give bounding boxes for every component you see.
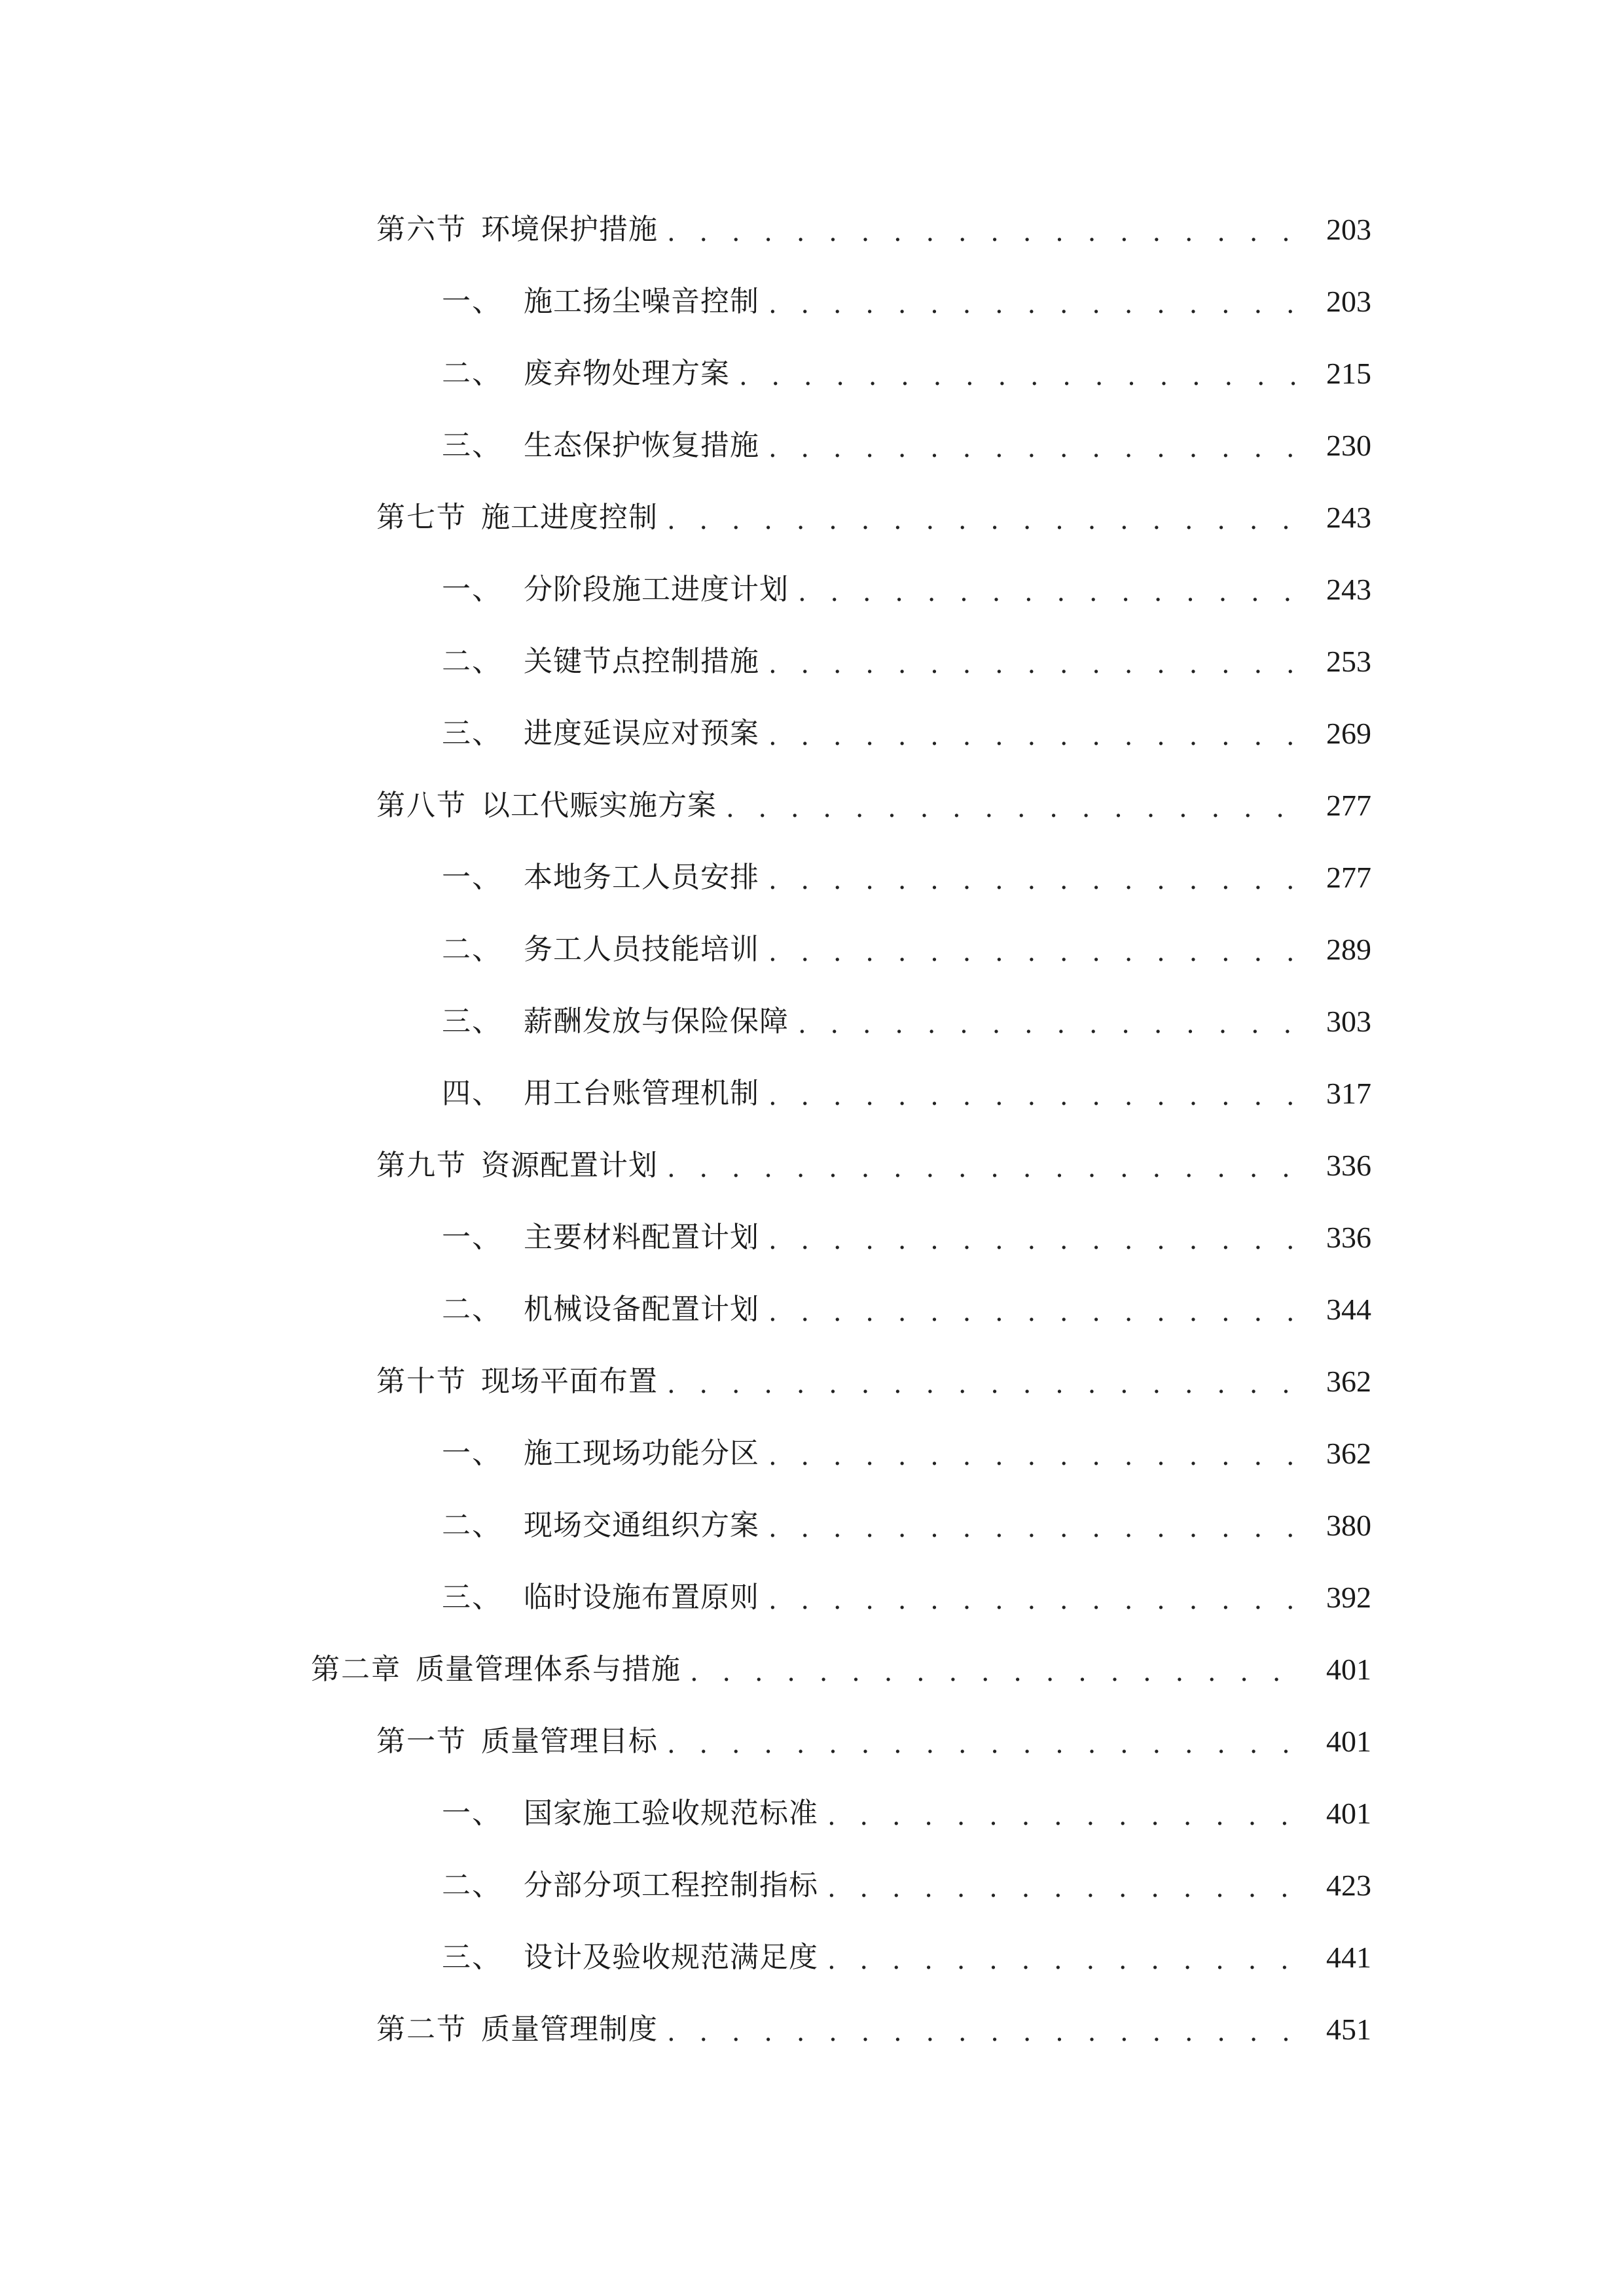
toc-entry-item[interactable] <box>0 1274 1624 1346</box>
dot-leader <box>667 1371 1301 1397</box>
toc-entry-item[interactable] <box>0 1562 1624 1634</box>
dot-leader <box>690 1659 1301 1685</box>
toc-entry-page-number: 215 <box>1326 357 1371 390</box>
toc-entry-number: 三、 <box>442 717 502 750</box>
toc-entry-title: 用工台账管理机制 <box>524 1077 759 1110</box>
toc-entry-title: 现场交通组织方案 <box>524 1509 759 1542</box>
toc-entry-item[interactable] <box>0 986 1624 1058</box>
toc-entry-number: 第八节 <box>376 789 467 822</box>
toc-entry-page-number: 451 <box>1326 2013 1371 2046</box>
toc-entry-title: 临时设施布置原则 <box>524 1581 759 1614</box>
toc-entry-page-number: 203 <box>1326 285 1371 318</box>
dot-leader <box>768 651 1301 677</box>
toc-entry-page-number: 203 <box>1326 213 1371 246</box>
dot-leader <box>798 1011 1301 1037</box>
toc-entry-number: 三、 <box>442 429 502 462</box>
toc-entry-page-number: 277 <box>1326 861 1371 894</box>
toc-entry-title: 本地务工人员安排 <box>524 861 759 894</box>
dot-leader <box>827 1875 1301 1901</box>
dot-leader <box>768 1587 1301 1613</box>
toc-entry-item[interactable] <box>0 626 1624 698</box>
toc-entry-title: 进度延误应对预案 <box>524 717 759 750</box>
toc-entry-title: 以工代赈实施方案 <box>481 789 717 822</box>
toc-entry-title: 现场平面布置 <box>481 1365 658 1398</box>
dot-leader <box>798 579 1301 605</box>
toc-entry-title: 资源配置计划 <box>481 1149 658 1182</box>
toc-entry-item[interactable] <box>0 1490 1624 1562</box>
toc-entry-title: 施工进度控制 <box>481 501 658 534</box>
toc-entry-page-number: 269 <box>1326 717 1371 750</box>
toc-entry-page-number: 392 <box>1326 1581 1371 1614</box>
toc-entry-item[interactable] <box>0 266 1624 338</box>
toc-entry-page-number: 336 <box>1326 1221 1371 1254</box>
toc-entry-page-number: 277 <box>1326 789 1371 822</box>
toc-entry-page-number: 303 <box>1326 1005 1371 1038</box>
dot-leader <box>768 1515 1301 1541</box>
dot-leader <box>768 939 1301 965</box>
dot-leader <box>768 867 1301 893</box>
toc-entry-number: 二、 <box>442 933 502 966</box>
toc-entry-page-number: 423 <box>1326 1869 1371 1902</box>
toc-entry-item[interactable] <box>0 410 1624 482</box>
dot-leader <box>827 1803 1301 1829</box>
toc-entry-number: 第二章 <box>311 1653 401 1686</box>
toc-entry-number: 第一节 <box>376 1725 467 1758</box>
dot-leader <box>667 2019 1301 2045</box>
toc-entry-page-number: 230 <box>1326 429 1371 462</box>
toc-entry-section[interactable] <box>0 1706 1624 1778</box>
toc-entry-number: 二、 <box>442 357 502 390</box>
toc-entry-title: 分部分项工程控制指标 <box>524 1869 818 1902</box>
dot-leader <box>768 723 1301 749</box>
toc-entry-number: 一、 <box>442 285 502 318</box>
toc-entry-title: 主要材料配置计划 <box>524 1221 759 1254</box>
toc-entry-title: 关键节点控制措施 <box>524 645 759 678</box>
dot-leader <box>768 435 1301 461</box>
dot-leader <box>768 1083 1301 1109</box>
toc-entry-number: 三、 <box>442 1581 502 1614</box>
toc-entry-page-number: 336 <box>1326 1149 1371 1182</box>
toc-entry-number: 第七节 <box>376 501 467 534</box>
toc-entry-number: 二、 <box>442 1293 502 1326</box>
dot-leader <box>667 219 1301 245</box>
dot-leader <box>768 1299 1301 1325</box>
toc-entry-number: 二、 <box>442 645 502 678</box>
toc-entry-title: 薪酬发放与保险保障 <box>524 1005 789 1038</box>
toc-entry-number: 四、 <box>442 1077 502 1110</box>
dot-leader <box>667 507 1301 533</box>
toc-entry-item[interactable] <box>0 1850 1624 1922</box>
toc-entry-number: 一、 <box>442 861 502 894</box>
toc-entry-page-number: 401 <box>1326 1653 1371 1686</box>
toc-entry-section[interactable] <box>0 1346 1624 1418</box>
toc-entry-number: 第十节 <box>376 1365 467 1398</box>
toc-entry-page-number: 243 <box>1326 501 1371 534</box>
toc-entry-page-number: 344 <box>1326 1293 1371 1326</box>
dot-leader <box>726 795 1301 821</box>
toc-entry-title: 国家施工验收规范标准 <box>524 1797 818 1830</box>
toc-entry-section[interactable] <box>0 1130 1624 1202</box>
toc-entry-number: 一、 <box>442 1797 502 1830</box>
toc-entry-title: 设计及验收规范满足度 <box>524 1941 818 1974</box>
toc-entry-page-number: 401 <box>1326 1797 1371 1830</box>
toc-entry-page-number: 401 <box>1326 1725 1371 1758</box>
toc-entry-number: 三、 <box>442 1005 502 1038</box>
toc-entry-page-number: 362 <box>1326 1437 1371 1470</box>
toc-entry-item[interactable] <box>0 1418 1624 1490</box>
toc-entry-title: 生态保护恢复措施 <box>524 429 759 462</box>
table-of-contents <box>0 194 1624 2066</box>
toc-entry-section[interactable] <box>0 1994 1624 2066</box>
toc-entry-section[interactable] <box>0 482 1624 554</box>
toc-entry-section[interactable] <box>0 194 1624 266</box>
toc-entry-item[interactable] <box>0 554 1624 626</box>
dot-leader <box>667 1155 1301 1181</box>
dot-leader <box>768 1227 1301 1253</box>
toc-entry-item[interactable] <box>0 1058 1624 1130</box>
toc-entry-number: 一、 <box>442 1437 502 1470</box>
toc-entry-title: 机械设备配置计划 <box>524 1293 759 1326</box>
toc-entry-title: 质量管理体系与措施 <box>416 1653 681 1686</box>
toc-entry-item[interactable] <box>0 698 1624 770</box>
toc-entry-item[interactable] <box>0 1922 1624 1994</box>
toc-entry-chapter[interactable] <box>0 1634 1624 1706</box>
dot-leader <box>827 1947 1301 1973</box>
toc-entry-page-number: 362 <box>1326 1365 1371 1398</box>
dot-leader <box>739 363 1301 389</box>
toc-entry-title: 分阶段施工进度计划 <box>524 573 789 606</box>
toc-entry-page-number: 380 <box>1326 1509 1371 1542</box>
toc-entry-title: 质量管理目标 <box>481 1725 658 1758</box>
toc-entry-number: 第九节 <box>376 1149 467 1182</box>
toc-entry-number: 一、 <box>442 573 502 606</box>
toc-entry-title: 务工人员技能培训 <box>524 933 759 966</box>
dot-leader <box>768 291 1301 317</box>
toc-entry-item[interactable] <box>0 1778 1624 1850</box>
toc-entry-title: 施工扬尘噪音控制 <box>524 285 759 318</box>
toc-entry-page-number: 441 <box>1326 1941 1371 1974</box>
toc-entry-item[interactable] <box>0 842 1624 914</box>
toc-entry-page-number: 289 <box>1326 933 1371 966</box>
toc-entry-title: 环境保护措施 <box>481 213 658 246</box>
toc-entry-item[interactable] <box>0 914 1624 986</box>
toc-entry-item[interactable] <box>0 1202 1624 1274</box>
toc-entry-item[interactable] <box>0 338 1624 410</box>
toc-entry-number: 二、 <box>442 1869 502 1902</box>
toc-entry-number: 第六节 <box>376 213 467 246</box>
toc-entry-title: 施工现场功能分区 <box>524 1437 759 1470</box>
dot-leader <box>667 1731 1301 1757</box>
toc-entry-title: 废弃物处理方案 <box>524 357 730 390</box>
toc-entry-number: 一、 <box>442 1221 502 1254</box>
toc-entry-number: 二、 <box>442 1509 502 1542</box>
toc-entry-number: 第二节 <box>376 2013 467 2046</box>
toc-entry-number: 三、 <box>442 1941 502 1974</box>
toc-entry-page-number: 253 <box>1326 645 1371 678</box>
dot-leader <box>768 1443 1301 1469</box>
toc-entry-page-number: 243 <box>1326 573 1371 606</box>
toc-entry-title: 质量管理制度 <box>481 2013 658 2046</box>
toc-entry-section[interactable] <box>0 770 1624 842</box>
toc-entry-page-number: 317 <box>1326 1077 1371 1110</box>
